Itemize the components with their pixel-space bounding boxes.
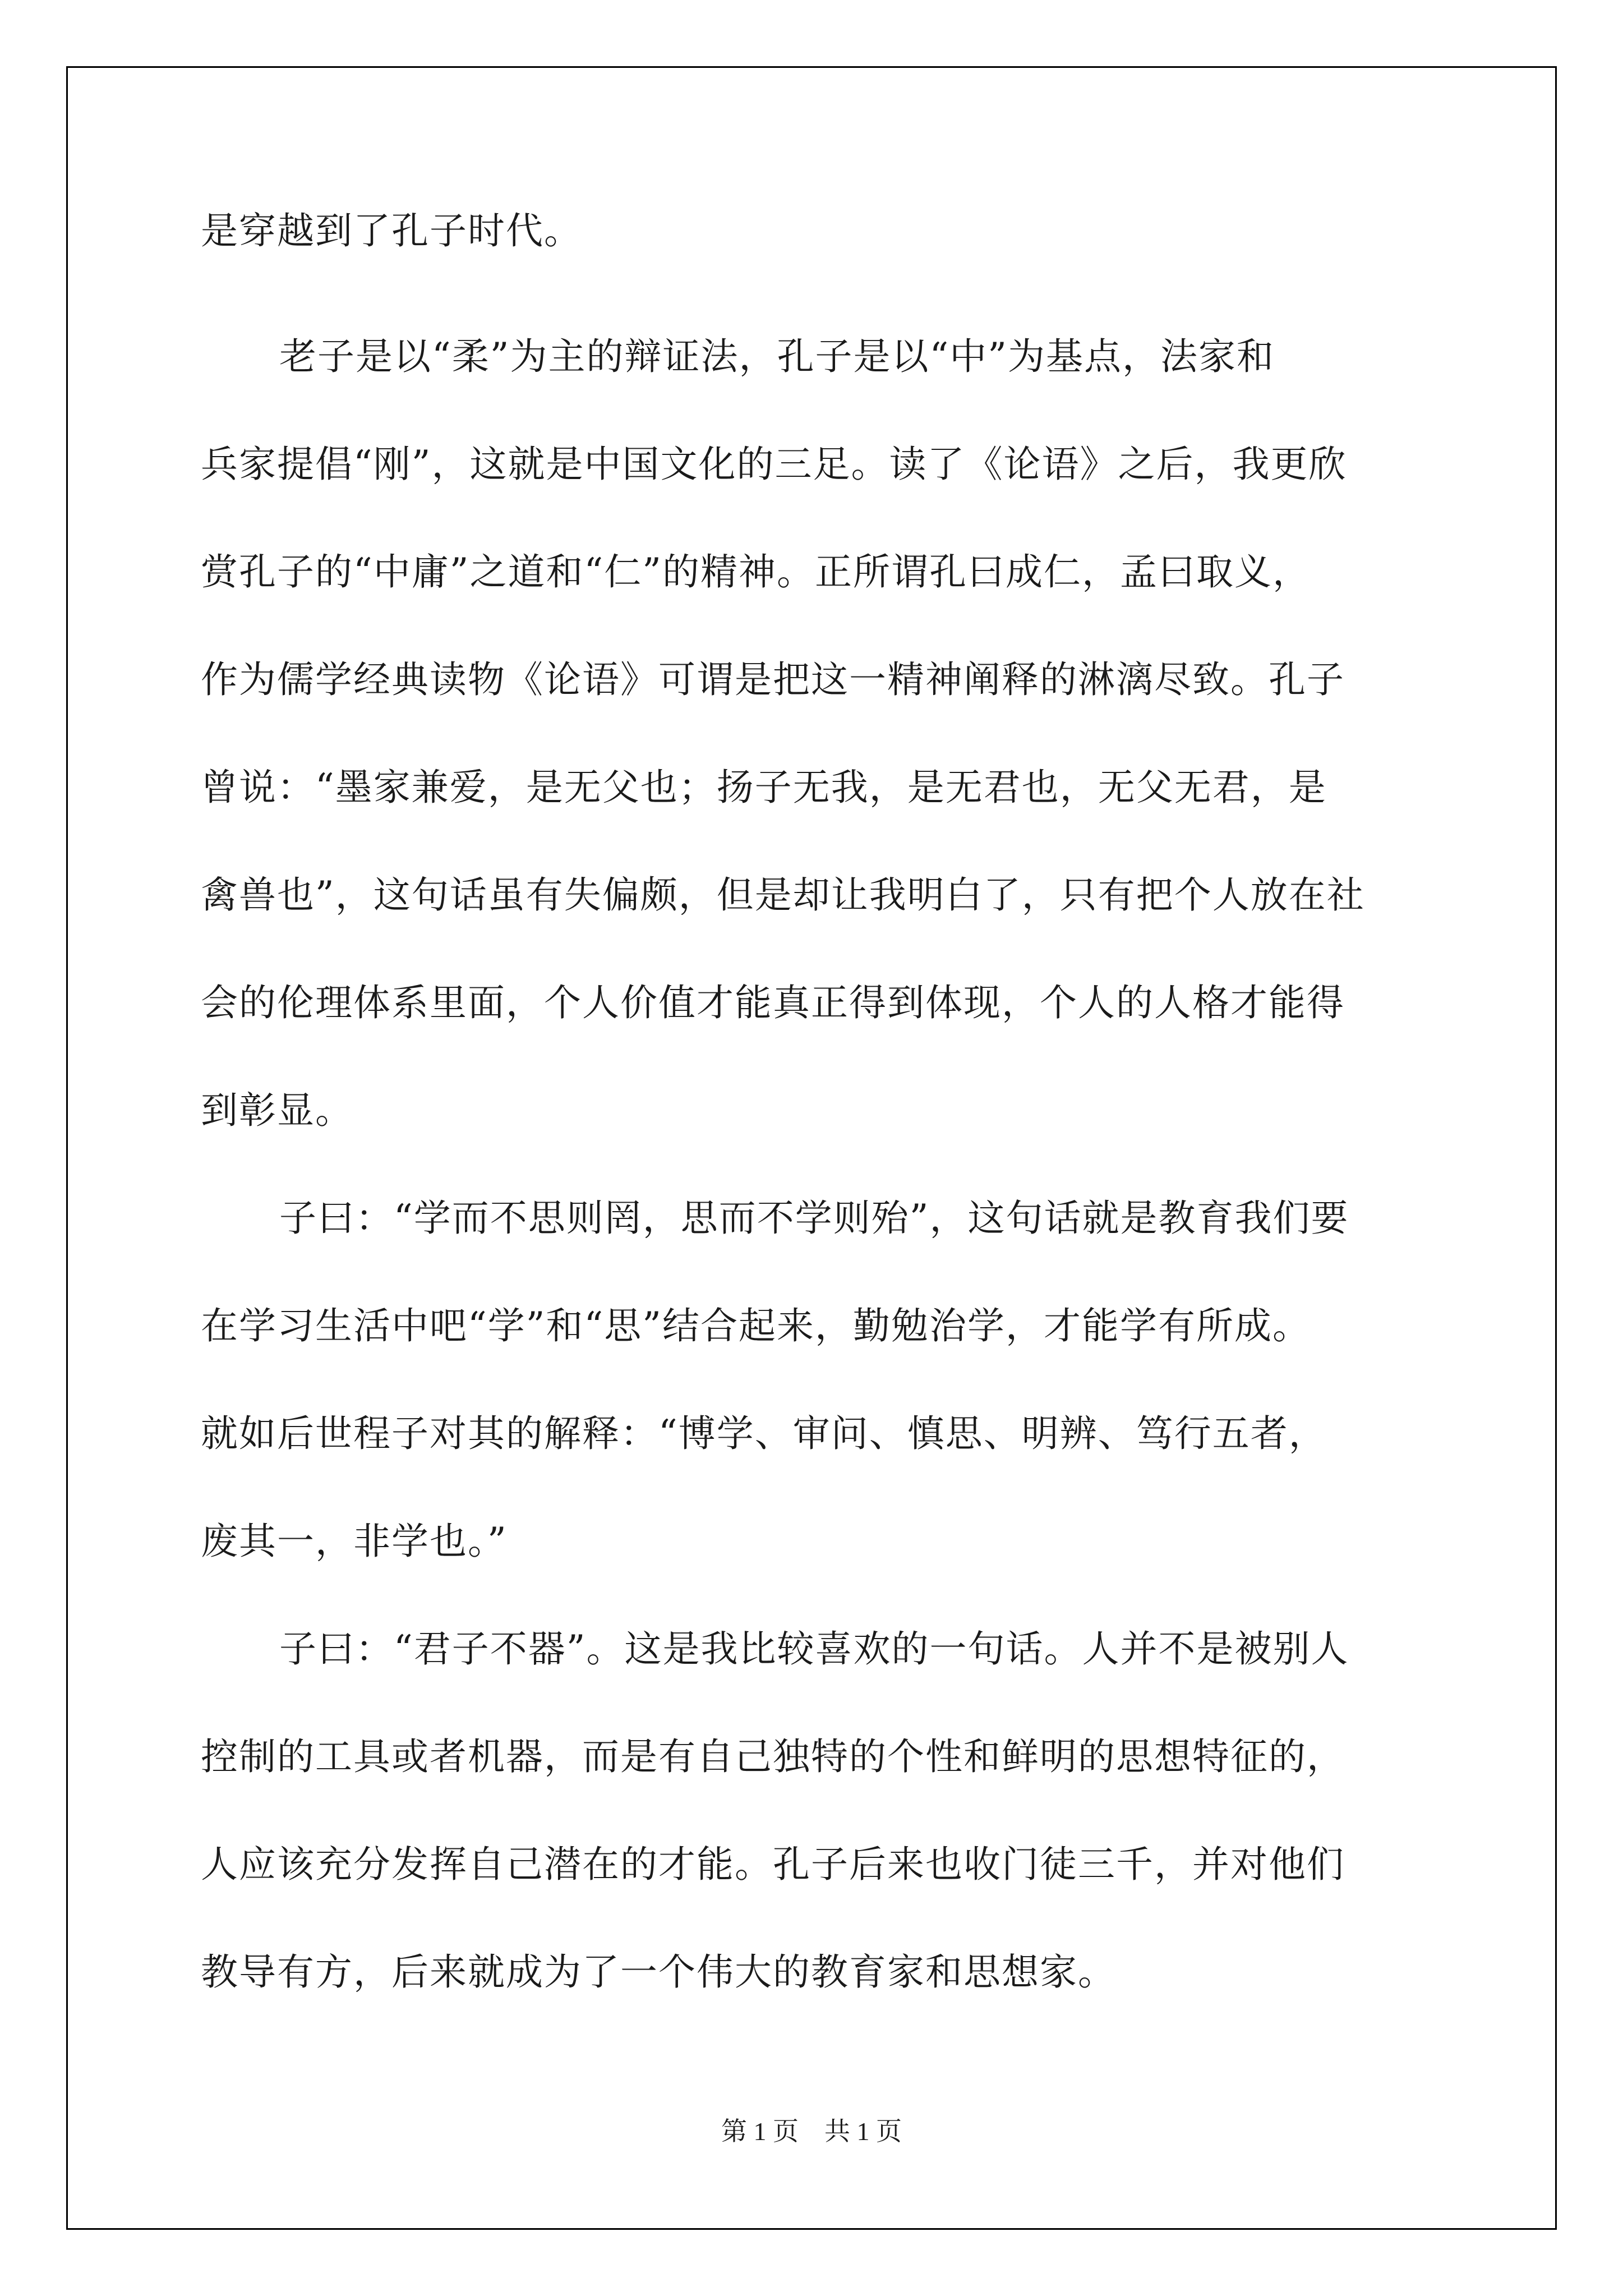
text-line: 作为儒学经典读物《论语》可谓是把这一精神阐释的淋漓尽致。孔子 — [201, 658, 1345, 701]
text-line: 兵家提倡“刚”，这就是中国文化的三足。读了《论语》之后，我更欣 — [201, 443, 1347, 486]
text-line: 禽兽也”，这句话虽有失偏颇，但是却让我明白了，只有把个人放在社 — [201, 873, 1365, 917]
text-line: 到彰显。 — [201, 1089, 353, 1132]
text-line: 子曰：“学而不思则罔，思而不学则殆”，这句话就是教育我们要 — [279, 1197, 1349, 1240]
text-line: 就如后世程子对其的解释：“博学、审问、慎思、明辨、笃行五者， — [201, 1412, 1327, 1455]
text-line: 老子是以“柔”为主的辩证法，孔子是以“中”为基点，法家和 — [279, 335, 1275, 378]
text-line: 是穿越到了孔子时代。 — [201, 209, 582, 252]
text-line: 废其一，非学也。” — [201, 1520, 508, 1563]
page-border — [66, 66, 1557, 2230]
text-line: 控制的工具或者机器，而是有自己独特的个性和鲜明的思想特征的， — [201, 1735, 1345, 1778]
text-line: 人应该充分发挥自己潜在的才能。孔子后来也收门徒三千，并对他们 — [201, 1843, 1345, 1886]
text-line: 曾说：“墨家兼爱，是无父也；扬子无我，是无君也，无父无君，是 — [201, 766, 1327, 809]
text-line: 赏孔子的“中庸”之道和“仁”的精神。正所谓孔曰成仁，孟曰取义， — [201, 550, 1311, 593]
text-line: 会的伦理体系里面，个人价值才能真正得到体现，个人的人格才能得 — [201, 981, 1345, 1024]
text-line: 子曰：“君子不器”。这是我比较喜欢的一句话。人并不是被别人 — [279, 1627, 1349, 1671]
text-line: 在学习生活中吧“学”和“思”结合起来，勤勉治学，才能学有所成。 — [201, 1304, 1311, 1347]
text-line: 教导有方，后来就成为了一个伟大的教育家和思想家。 — [201, 1950, 1116, 1994]
page-footer: 第 1 页 共 1 页 — [721, 2117, 902, 2146]
